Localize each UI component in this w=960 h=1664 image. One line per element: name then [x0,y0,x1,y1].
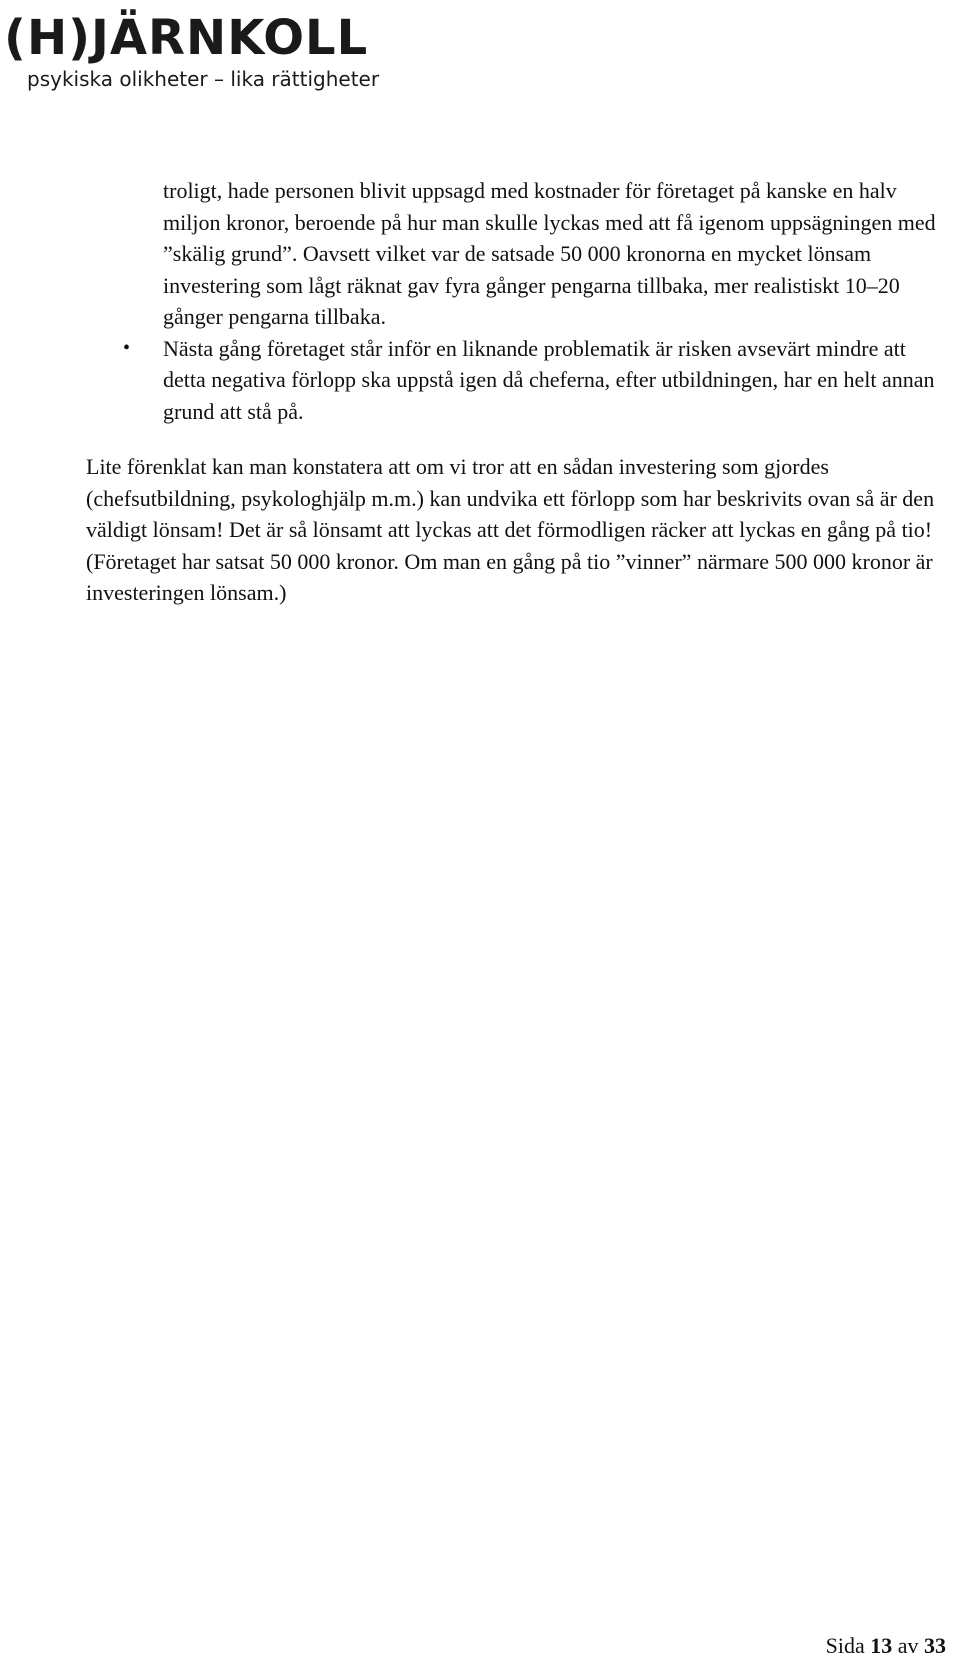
logo [4,10,424,91]
logo-tagline: psykiska olikheter – lika rättigheter [27,67,380,91]
page-current: 13 [870,1633,893,1658]
bullet-icon: • [123,336,131,359]
page-label: Sida [825,1633,865,1658]
continued-bullet-text: troligt, hade personen blivit uppsagd med kostnader för företaget på kanske en halv miljon kronor, beroende på hur man skulle lyckas med att få igenom uppsägningen med ”skälig grund”. Oavsett vilket var de satsade 50 000 kronorna en mycket lönsam investering som lågt räknat gav fyra gånger pengarna tillbaka, mer realistiskt 10–20 gånger pengarna tillbaka. [163,178,936,329]
body-paragraph: Lite förenklat kan man konstatera att om vi tror att en sådan investering som gjordes (chefsutbildning, psykologhjälp m.m.) kan undvika ett förlopp som har beskrivits ovan så är den väldigt lönsam! Det är så lönsamt att lyckas att det förmodligen räcker att lyckas en gång på tio! (Företaget har satsat 50 000 kronor. Om man en gång på tio ”vinner” närmare 500 000 kronor är investeringen lönsam.) [86,454,935,605]
document-body [0,175,960,609]
logo-title: (H)JÄRNKOLL [4,10,369,66]
page-total: 33 [924,1633,946,1658]
bullet-list-item [123,333,943,428]
page-of-label: av [897,1633,919,1658]
page-number [826,1633,946,1659]
bullet-item-text: Nästa gång företaget står inför en liknande problematik är risken avsevärt mindre att detta negativa förlopp ska uppstå igen då cheferna, efter utbildningen, har en helt annan grund att stå på. [163,335,935,424]
